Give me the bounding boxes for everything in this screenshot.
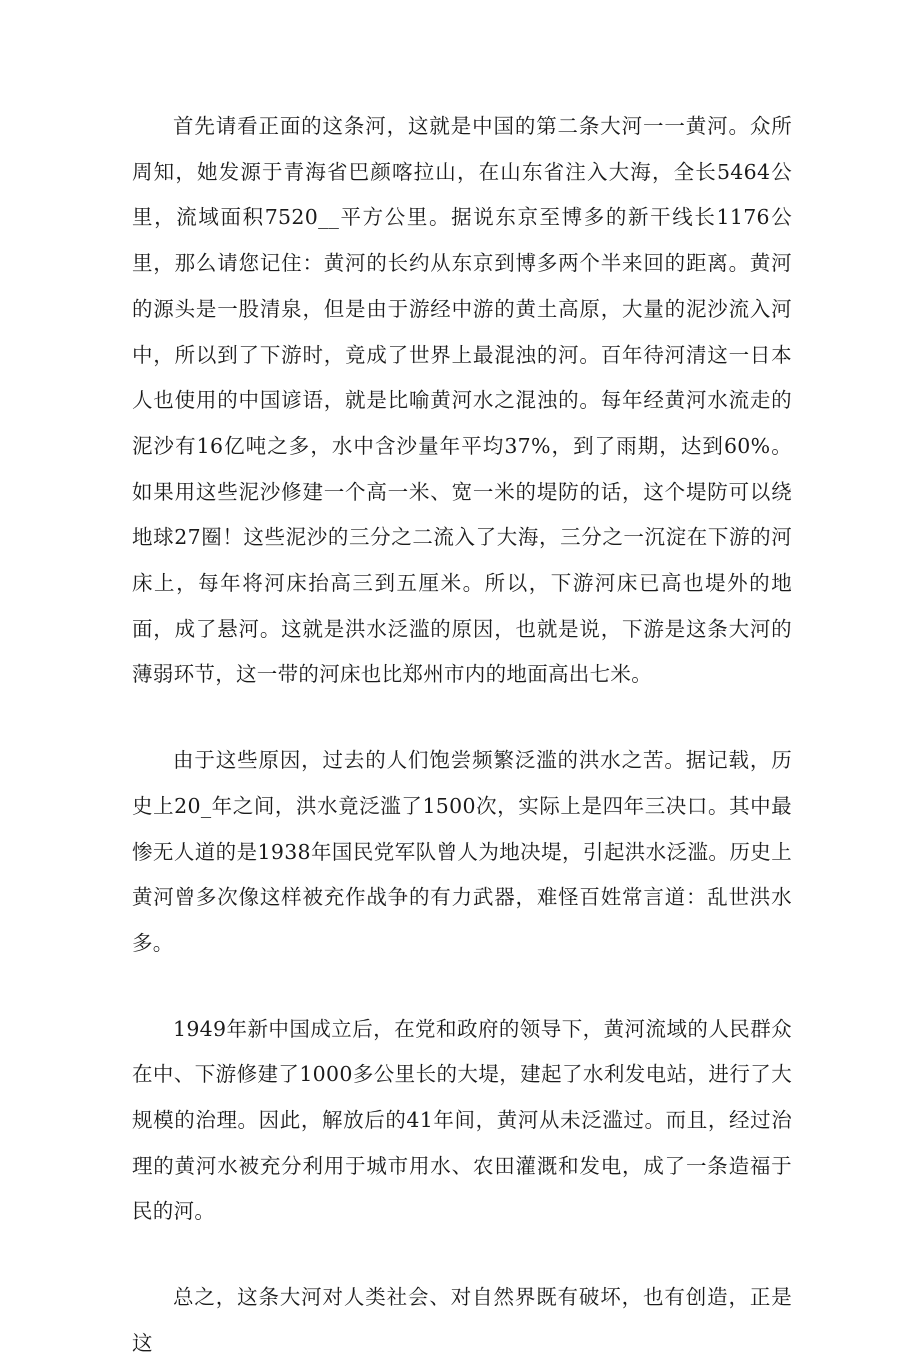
paragraph-1: 首先请看正面的这条河，这就是中国的第二条大河一一黄河。众所周知，她发源于青海省巴颜喀拉山，在山东省注入大海，全长5464公里，流域面积7520__平方公里。据说东京至博多的新干线长1176公里，那么请您记住：黄河的长约从东京到博多两个半来回的距离。黄河的源头是一股清泉，但是由于游经中游的黄土高原，大量的泥沙流入河中，所以到了下游时，竟成了世界上最混浊的河。百年待河清这一日本人也使用的中国谚语，就是比喻黄河水之混浊的。每年经黄河水流走的泥沙有16亿吨之多，水中含沙量年平均37%，到了雨期，达到60%。如果用这些泥沙修建一个高一米、宽一米的堤防的话，这个堤防可以绕地球27圈！这些泥沙的三分之二流入了大海，三分之一沉淀在下游的河床上，每年将河床抬高三到五厘米。所以，下游河床已高也堤外的地面，成了悬河。这就是洪水泛滥的原因，也就是说，下游是这条大河的薄弱环节，这一带的河床也比郑州市内的地面高出七米。	[132, 114, 792, 687]
paragraph-2: 由于这些原因，过去的人们饱尝频繁泛滥的洪水之苦。据记载，历史上20_年之间，洪水竟泛滥了1500次，实际上是四年三决口。其中最惨无人道的是1938年国民党军队曾人为地决堤，引起洪水泛滥。历史上黄河曾多次像这样被充作战争的有力武器，难怪百姓常言道：乱世洪水多。	[132, 748, 792, 955]
document-body	[132, 104, 792, 1367]
paragraph-3: 1949年新中国成立后，在党和政府的领导下，黄河流域的人民群众在中、下游修建了1000多公里长的大堤，建起了水利发电站，进行了大规模的治理。因此，解放后的41年间，黄河从未泛滥过。而且，经过治理的黄河水被充分利用于城市用水、农田灌溉和发电，成了一条造福于民的河。	[132, 1016, 792, 1224]
paragraph-4: 总之，这条大河对人类社会、对自然界既有破坏，也有创造，正是这	[132, 1285, 792, 1355]
